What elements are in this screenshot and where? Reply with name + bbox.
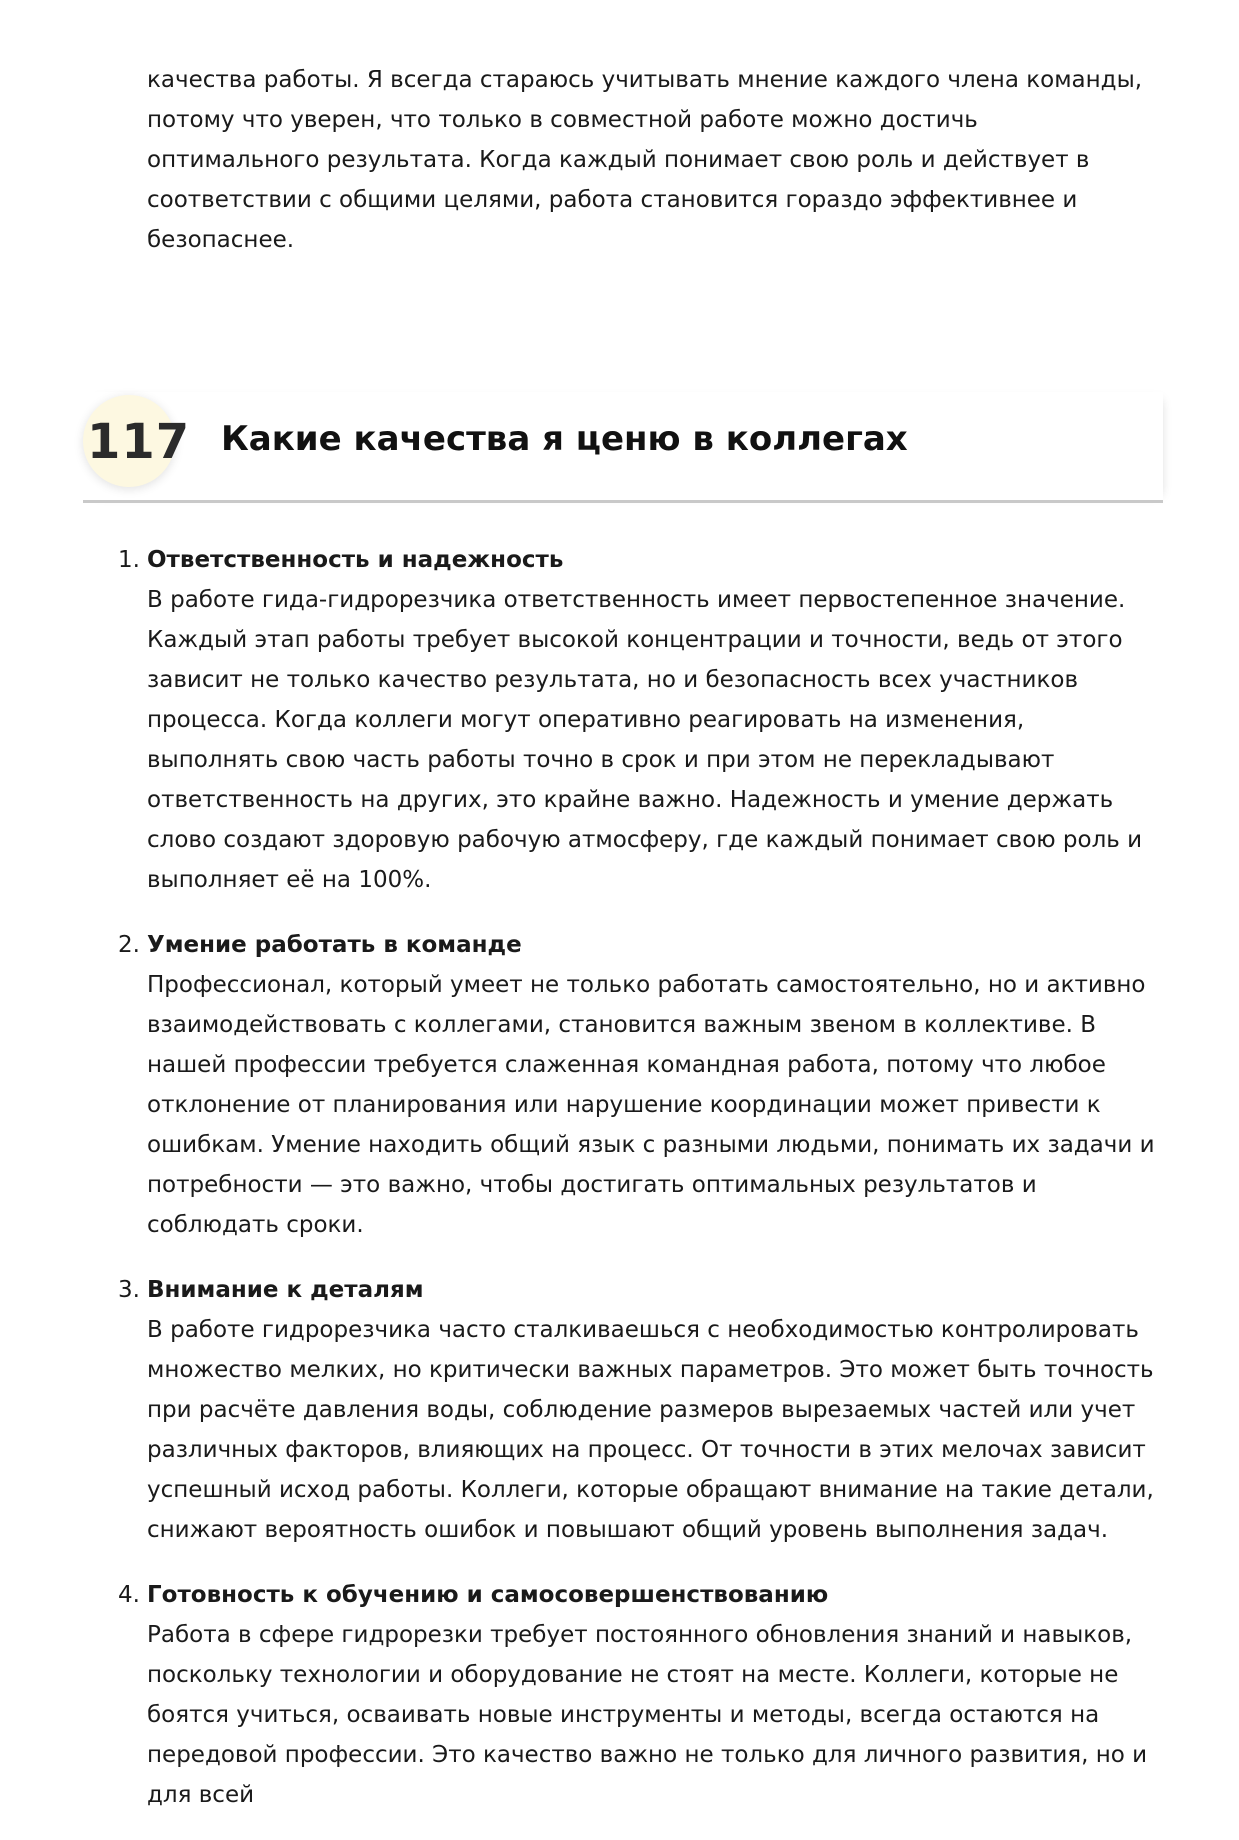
chapter-title: Какие качества я ценю в коллегах [221,419,908,459]
list-item [118,1575,1157,1815]
list-item-text: Работа в сфере гидрорезки требует постоянного обновления знаний и навыков, поскольку технологии и оборудование не стоят на месте. Коллеги, которые не боятся учиться, осваивать новые инструменты и методы, всегда остаются на передовой профессии. Это качество важно не только для личного развития, но и для всей [147,1622,1148,1808]
chapter-number: 117 [87,414,191,470]
intro-paragraph: качества работы. Я всегда стараюсь учитывать мнение каждого члена команды, потому что уверен, что только в совместной работе можно достичь оптимального результата. Когда каждый понимает свою роль и действует в соответствии с общими целями, работа становится гораздо эффективнее и безопаснее. [147,67,1143,253]
list-item-heading: Ответственность и надежность [147,547,564,573]
list-item-heading: Умение работать в команде [147,932,522,958]
list-item-text: В работе гида-гидрорезчика ответственность имеет первостепенное значение. Каждый этап работы требует высокой концентрации и точности, ведь от этого зависит не только качество результата, но и безопасность всех участников процесса. Когда коллеги могут оперативно реагировать на изменения, выполнять свою часть работы точно в срок и при этом не перекладывают ответственность на других, это крайне важно. Надежность и умение держать слово создают здоровую рабочую атмосферу, где каждый понимает свою роль и выполняет её на 100%. [147,587,1143,893]
qualities-list [118,540,1157,1840]
list-item [118,540,1157,900]
chapter-header [83,392,1163,503]
chapter-number-badge [83,395,191,487]
list-item [118,925,1157,1245]
list-item-number: 1. [118,547,140,573]
list-item [118,1270,1157,1550]
list-item-heading: Готовность к обучению и самосовершенствованию [147,1582,829,1608]
list-item-number: 2. [118,932,140,958]
list-item-text: В работе гидрорезчика часто сталкиваешься с необходимостью контролировать множество мелких, но критически важных параметров. Это может быть точность при расчёте давления воды, соблюдение размеров вырезаемых частей или учет различных факторов, влияющих на процесс. От точности в этих мелочах зависит успешный исход работы. Коллеги, которые обращают внимание на такие детали, снижают вероятность ошибок и повышают общий уровень выполнения задач. [147,1317,1154,1543]
list-item-text: Профессионал, который умеет не только работать самостоятельно, но и активно взаимодействовать с коллегами, становится важным звеном в коллективе. В нашей профессии требуется слаженная командная работа, потому что любое отклонение от планирования или нарушение координации может привести к ошибкам. Умение находить общий язык с разными людьми, понимать их задачи и потребности — это важно, чтобы достигать оптимальных результатов и соблюдать сроки. [147,972,1155,1238]
list-item-heading: Внимание к деталям [147,1277,424,1303]
list-item-number: 4. [118,1582,140,1608]
list-item-number: 3. [118,1277,140,1303]
